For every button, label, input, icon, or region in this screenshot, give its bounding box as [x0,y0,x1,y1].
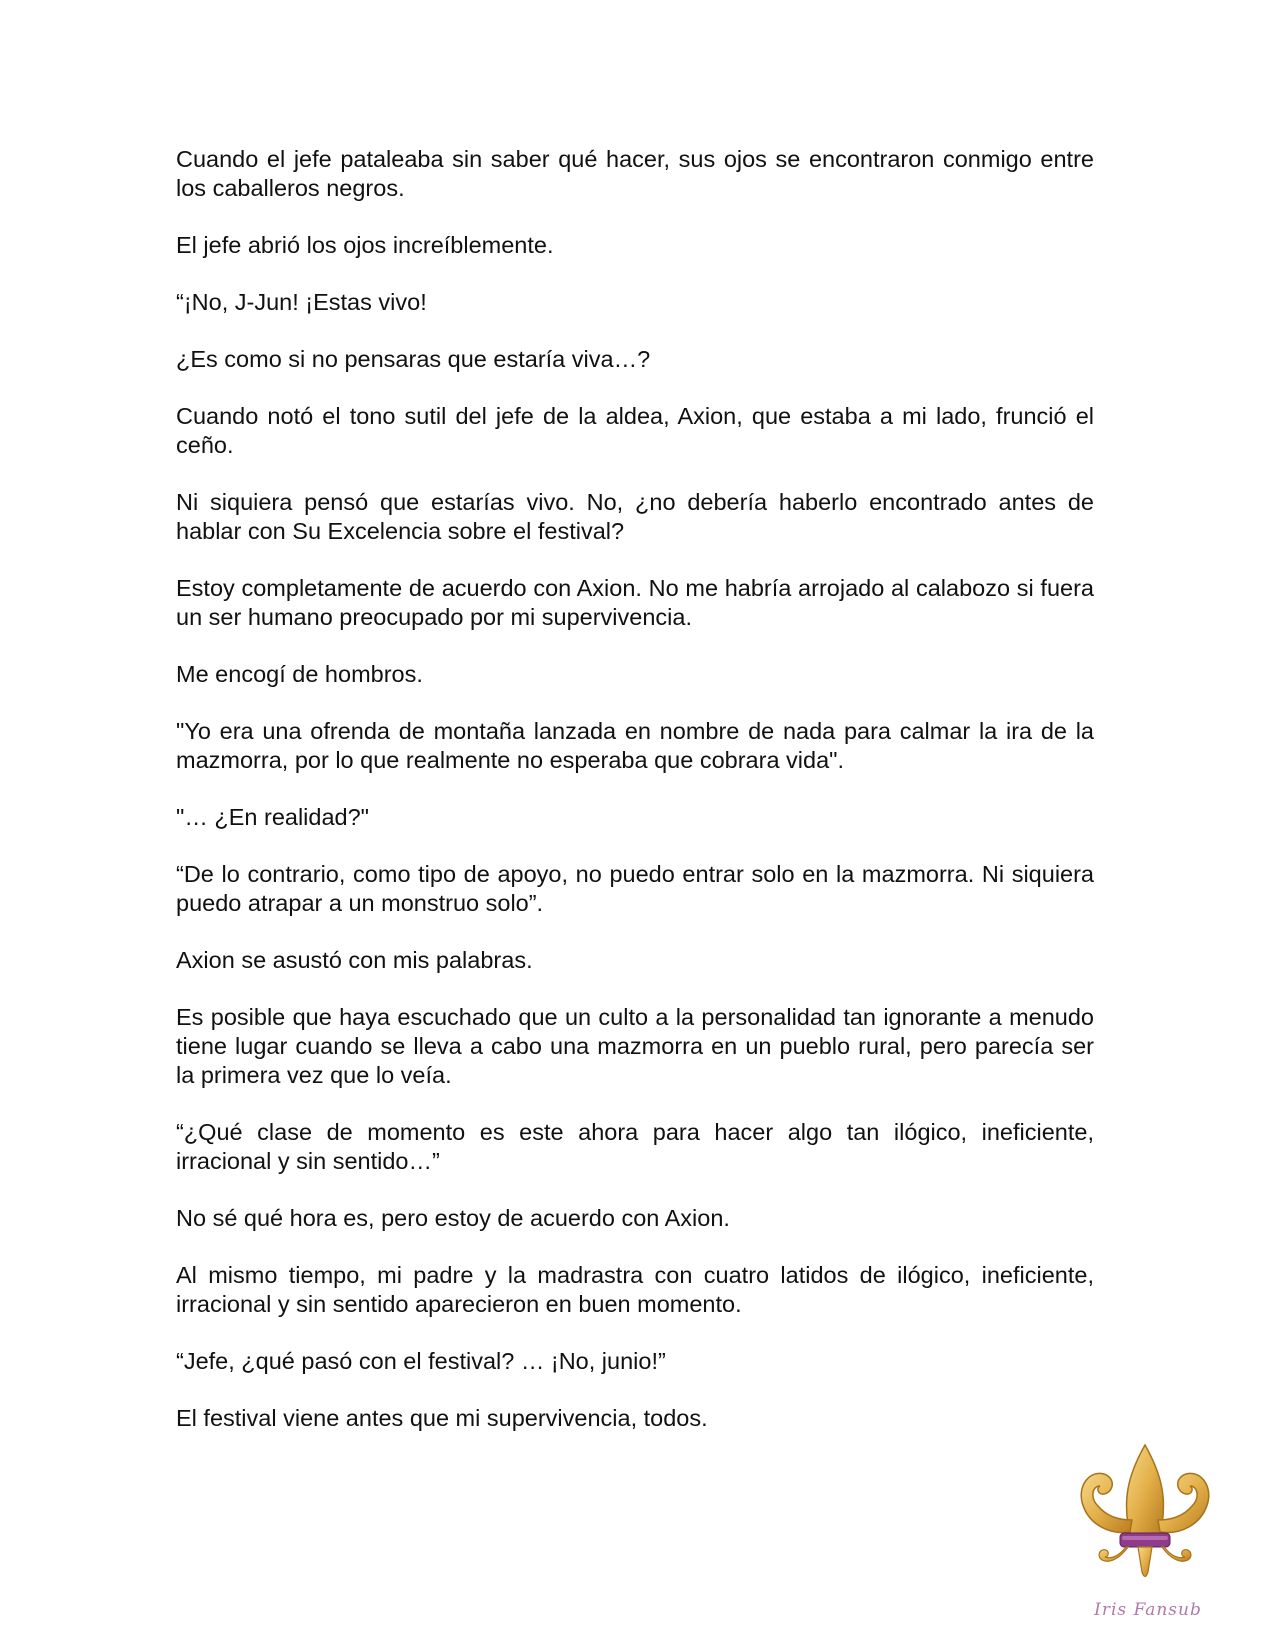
paragraph: Al mismo tiempo, mi padre y la madrastra con cuatro latidos de ilógico, ineficiente, irracional y sin sentido aparecieron en buen momento. [176,1262,1094,1317]
paragraph: ¿Es como si no pensaras que estaría viva…? [176,346,651,372]
paragraph: Cuando el jefe pataleaba sin saber qué hacer, sus ojos se encontraron conmigo entre los caballeros negros. [176,146,1094,201]
paragraph: El jefe abrió los ojos increíblemente. [176,232,554,258]
paragraph: “¡No, J-Jun! ¡Estas vivo! [176,289,427,315]
paragraph: El festival viene antes que mi supervivencia, todos. [176,1405,708,1431]
paragraph: “Jefe, ¿qué pasó con el festival? … ¡No, junio!” [176,1348,666,1374]
paragraph: Axion se asustó con mis palabras. [176,947,533,973]
text-body [176,145,1094,1461]
paragraph: Ni siquiera pensó que estarías vivo. No, ¿no debería haberlo encontrado antes de hablar con Su Excelencia sobre el festival? [176,489,1094,544]
paragraph: "… ¿En realidad?" [176,804,370,830]
paragraph: "Yo era una ofrenda de montaña lanzada en nombre de nada para calmar la ira de la mazmorra, por lo que realmente no esperaba que cobrara vida". [176,718,1094,773]
paragraph: “¿Qué clase de momento es este ahora para hacer algo tan ilógico, ineficiente, irracional y sin sentido…” [176,1119,1094,1174]
paragraph: Cuando notó el tono sutil del jefe de la aldea, Axion, que estaba a mi lado, frunció el ceño. [176,403,1094,458]
paragraph: No sé qué hora es, pero estoy de acuerdo con Axion. [176,1205,730,1231]
paragraph: “De lo contrario, como tipo de apoyo, no puedo entrar solo en la mazmorra. Ni siquiera puedo atrapar a un monstruo solo”. [176,861,1094,916]
paragraph: Me encogí de hombros. [176,661,423,687]
paragraph: Estoy completamente de acuerdo con Axion. No me habría arrojado al calabozo si fuera un ser humano preocupado por mi supervivencia. [176,575,1094,630]
logo-caption: Iris Fansub [1094,1600,1202,1620]
paragraph: Es posible que haya escuchado que un culto a la personalidad tan ignorante a menudo tiene lugar cuando se lleva a cabo una mazmorra en un pueblo rural, pero parecía ser la primera vez que lo veía. [176,1004,1094,1088]
